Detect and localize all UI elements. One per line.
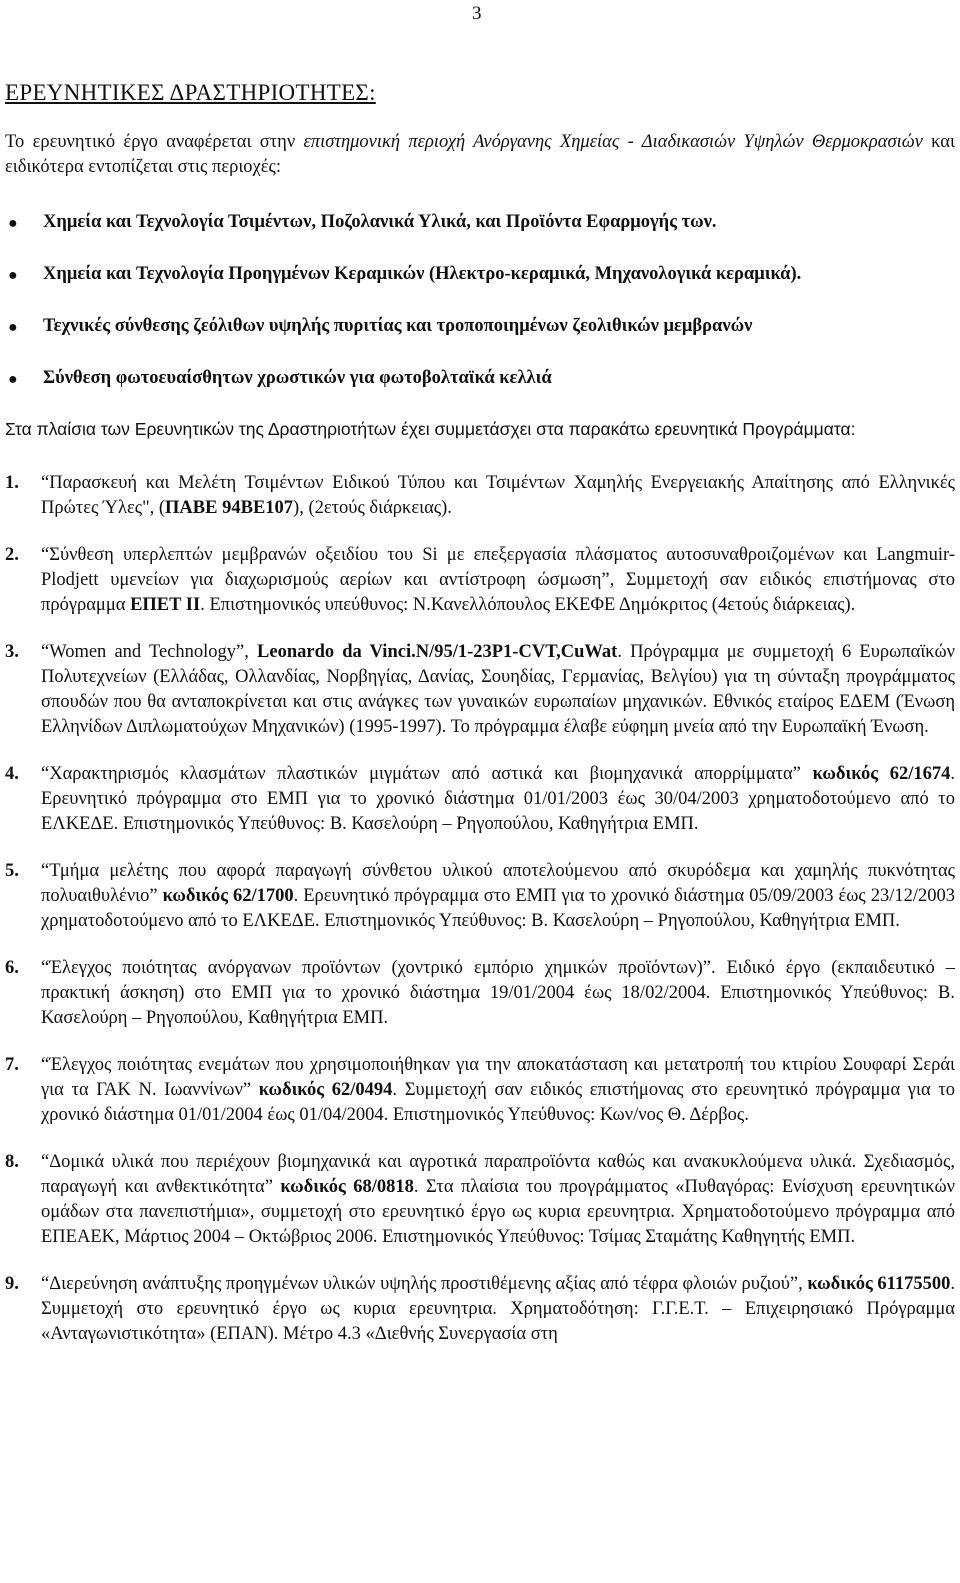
program-item <box>5 762 955 837</box>
bullet-icon: ● <box>8 267 18 284</box>
list-item <box>5 210 955 235</box>
program-number: 9. <box>5 1274 19 1294</box>
program-number: 8. <box>5 1152 19 1172</box>
program-text: “Women and Technology”, <box>41 642 258 662</box>
program-text-tail: . Ερευνητικό πρόγραμμα στο ΕΜΠ για το χρονικό διάστημα 05/09/2003 έως 23/12/2003 χρηματοδοτούμενο από το ΕΛΚΕΔΕ. Επιστημονικός Υπεύθυνος: Β. Κασελούρη – Ρηγοπούλου, Καθηγήτρια ΕΜΠ. <box>41 886 956 931</box>
program-item <box>5 1053 955 1128</box>
program-text-tail: . Συμμετοχή σαν ειδικός επιστήμονας στο ερευνητικό πρόγραμμα για το χρονικό διάστημα 01/01/2004 έως 01/04/2004. Επιστημονικός Υπεύθυνος: Κων/νος Θ. Δέρβος. <box>41 1080 955 1125</box>
section-heading: ΕΡΕΥΝΗΤΙΚΕΣ ΔΡΑΣΤΗΡΙΟΤΗΤΕΣ: <box>5 80 376 105</box>
programs-intro: Στα πλαίσια των Ερευνητικών της Δραστηριοτήτων έχει συμμετάσχει στα παρακάτω ερευνητικά Προγράμματα: <box>5 419 856 439</box>
program-item <box>5 859 955 934</box>
intro-italic: επιστημονική περιοχή Ανόργανης Χημείας - Διαδικασιών Υψηλών Θερμοκρασιών <box>303 132 923 152</box>
program-text: “Παρασκευή και Μελέτη Τσιμέντων Ειδικού Τύπου και Τσιμέντων Χαμηλής Ενεργειακής Απαίτησης από Ελληνικές Πρώτες Ύλες", ( <box>41 473 955 518</box>
program-code: κωδικός 62/0494 <box>258 1080 393 1100</box>
program-text-tail: . Πρόγραμμα με συμμετοχή 6 Ευρωπαϊκών Πολυτεχνείων (Ελλάδας, Ολλανδίας, Νορβηγίας, Δανίας, Σουηδίας, Γερμανίας, Βελγίου) για τη σύνταξη προγράμματος σπουδών που θα ανταποκρίνεται και στις ανάγκες των γυναικών ευρωπαίων μηχανικών. Εθνικός εταίρος ΕΔΕΜ (Ένωση Ελληνίδων Διπλωματούχων Μηχανικών) (1995-1997). Το πρόγραμμα έλαβε εύφημη μνεία από την Ευρωπαϊκή Ένωση. <box>41 642 956 737</box>
intro-text-b: και ειδικότερα εντοπίζεται στις περιοχές: <box>5 132 955 177</box>
bullet-text: Τεχνικές σύνθεσης ζεόλιθων υψηλής πυριτίας και τροποποιημένων ζεολιθικών μεμβρανών <box>43 316 753 336</box>
program-number: 2. <box>5 545 19 565</box>
research-areas-list <box>5 210 955 418</box>
program-text: “Τμήμα μελέτης που αφορά παραγωγή σύνθετου υλικού αποτελούμενου από σκυρόδεμα και χαμηλής πυκνότητας πολυαιθυλένιο” <box>41 861 955 906</box>
program-number: 6. <box>5 958 19 978</box>
program-number: 1. <box>5 473 19 493</box>
program-text: “Έλεγχος ποιότητας ενεμάτων που χρησιμοποιήθηκαν για την αποκατάσταση και μετατροπή του κτιρίου Σουφαρί Σεράι για τα ΓΑΚ Ν. Ιωαννίνων” <box>41 1055 955 1100</box>
list-item <box>5 262 955 287</box>
program-code: ΠΑΒΕ 94ΒΕ107 <box>165 498 294 518</box>
program-item <box>5 471 955 521</box>
program-text-tail: . Συμμετοχή στο ερευνητικό έργο ως κυρια ερευνητρια. Χρηματοδότηση: Γ.Γ.Ε.Τ. – Επιχειρησιακό Πρόγραμμα «Ανταγωνιστικότητα» (ΕΠΑΝ). Μέτρο 4.3 «Διεθνής Συνεργασία στη <box>41 1274 956 1344</box>
intro-paragraph <box>5 130 955 180</box>
list-item <box>5 314 955 339</box>
bullet-text: Σύνθεση φωτοευαίσθητων χρωστικών για φωτοβολταϊκά κελλιά <box>43 368 552 388</box>
bullet-icon: ● <box>8 319 18 336</box>
program-item <box>5 956 955 1031</box>
program-item <box>5 640 955 740</box>
bullet-icon: ● <box>8 371 18 388</box>
program-text-tail: . Ερευνητικό πρόγραμμα στο ΕΜΠ για το χρονικό διάστημα 01/01/2003 έως 30/04/2003 χρηματοδοτούμενο από το ΕΛΚΕΔΕ. Επιστημονικός Υπεύθυνος: Β. Κασελούρη – Ρηγοπούλου, Καθηγήτρια ΕΜΠ. <box>41 764 955 834</box>
intro-text-a: Το ερευνητικό έργο αναφέρεται στην <box>5 132 304 152</box>
program-text: “Σύνθεση υπερλεπτών μεμβρανών οξειδίου του Si με επεξεργασία πλάσματος αυτοσυναθροιζομένων και Langmuir-Plodjett υμενείων για διαχωρισμούς αερίων και αντίστροφη ώσμωση”, Συμμετοχή σαν ειδικός επιστήμονας στο πρόγραμμα <box>41 545 955 615</box>
programs-list <box>5 471 955 1369</box>
program-text: “Δομικά υλικά που περιέχουν βιομηχανικά και αγροτικά παραπροϊόντα καθώς και ανακυκλούμενα υλικά. Σχεδιασμός, παραγωγή και ανθεκτικότητα” <box>41 1152 955 1197</box>
list-item <box>5 366 955 391</box>
program-text-tail: . Στα πλαίσια του προγράμματος «Πυθαγόρας: Ενίσχυση ερευνητικών ομάδων στα πανεπιστήμια», συμμετοχή στο ερευνητικό έργο ως κυρια ερευνητρια. Χρηματοδοτούμενο πρόγραμμα από ΕΠΕΑΕΚ, Μάρτιος 2004 – Οκτώβριος 2006. Επιστημονικός Υπεύθυνος: Τσίμας Σταμάτης Καθηγητής ΕΜΠ. <box>41 1177 956 1247</box>
program-item <box>5 1150 955 1250</box>
program-number: 7. <box>5 1055 19 1075</box>
program-code: κωδικός 62/1674 <box>812 764 951 784</box>
program-text: “Διερεύνηση ανάπτυξης προηγμένων υλικών υψηλής προστιθέμενης αξίας από τέφρα φλοιών ρυζιού”, <box>41 1274 808 1294</box>
program-text-tail: ), (2ετούς διάρκειας). <box>293 498 452 518</box>
program-text: “Χαρακτηρισμός κλασμάτων πλαστικών μιγμάτων από αστικά και βιομηχανικά απορρίμματα” <box>41 764 813 784</box>
program-number: 3. <box>5 642 19 662</box>
program-number: 4. <box>5 764 19 784</box>
program-item <box>5 1272 955 1347</box>
program-code: κωδικός 61175500 <box>807 1274 951 1294</box>
program-code: Leonardo da Vinci.N/95/1-23P1-CVT,CuWat <box>257 642 618 662</box>
bullet-text: Χημεία και Τεχνολογία Τσιμέντων, Ποζολανικά Υλικά, και Προϊόντα Εφαρμογής των. <box>43 212 717 232</box>
program-code: κωδικός 62/1700 <box>162 886 294 906</box>
program-item <box>5 543 955 618</box>
page-number: 3 <box>472 3 482 24</box>
program-code: ΕΠΕΤ ΙΙ <box>130 595 201 615</box>
bullet-text: Χημεία και Τεχνολογία Προηγμένων Κεραμικών (Ηλεκτρο-κεραμικά, Μηχανολογικά κεραμικά). <box>43 264 802 284</box>
program-number: 5. <box>5 861 19 881</box>
program-text: “Έλεγχος ποιότητας ανόργανων προϊόντων (χοντρικό εμπόριο χημικών προϊόντων)”. Ειδικό έργο (εκπαιδευτικό – πρακτική άσκηση) στο ΕΜΠ για το χρονικό διάστημα 19/01/2004 έως 18/02/2004. Επιστημονικός Υπεύθυνος: Β. Κασελούρη – Ρηγοπούλου, Καθηγήτρια ΕΜΠ. <box>41 958 955 1028</box>
bullet-icon: ● <box>8 215 18 232</box>
program-code: κωδικός 68/0818 <box>280 1177 414 1197</box>
program-text-tail: . Επιστημονικός υπεύθυνος: Ν.Κανελλόπουλος ΕΚΕΦΕ Δημόκριτος (4ετούς διάρκειας). <box>200 595 856 615</box>
